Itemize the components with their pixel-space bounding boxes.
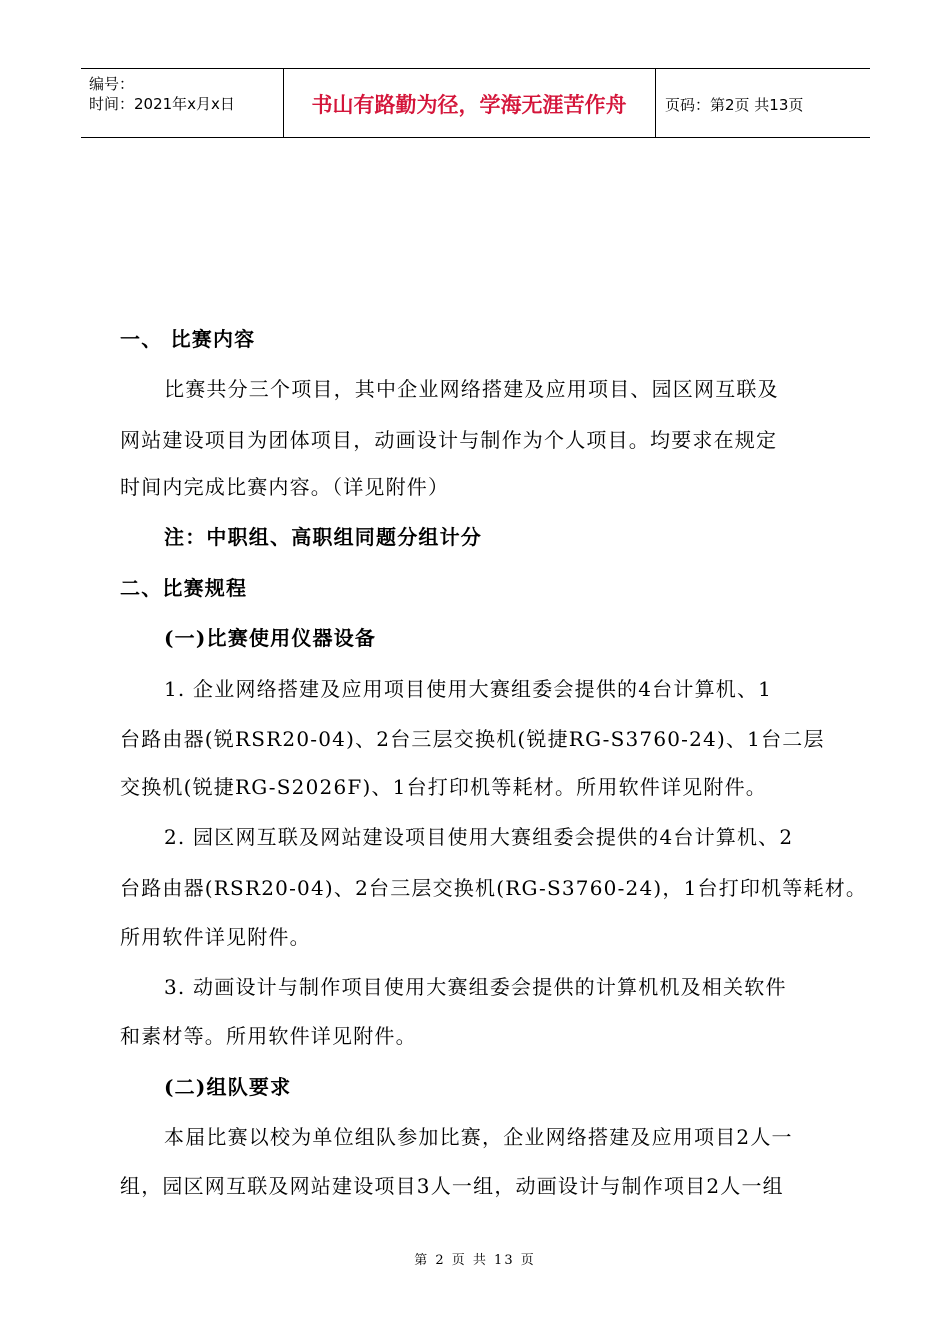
section-1-title: 一、 比赛内容 xyxy=(120,327,256,351)
document-time-label: 时间：2021年x月x日 xyxy=(89,95,235,113)
subsection-1-title: (一)比赛使用仪器设备 xyxy=(164,626,377,650)
header-page-cell xyxy=(655,69,870,137)
note-line: 注：中职组、高职组同题分组计分 xyxy=(164,525,482,549)
paragraph-line: 本届比赛以校为单位组队参加比赛，企业网络搭建及应用项目2人一 xyxy=(164,1125,793,1149)
subsection-2-title: (二)组队要求 xyxy=(164,1075,292,1099)
section-2-title: 二、比赛规程 xyxy=(120,576,248,600)
page-footer: 第 2 页 共 13 页 xyxy=(414,1253,536,1268)
list-item-line: 和素材等。所用软件详见附件。 xyxy=(120,1024,417,1048)
header-motto-cell xyxy=(283,69,656,137)
list-item-line: 3. 动画设计与制作项目使用大赛组委会提供的计算机机及相关软件 xyxy=(164,975,787,999)
list-item-line: 所用软件详见附件。 xyxy=(120,925,311,949)
header-page-number: 页码：第2页 共13页 xyxy=(665,96,804,114)
header-info-cell xyxy=(81,69,284,137)
paragraph-line: 网站建设项目为团体项目，动画设计与制作为个人项目。均要求在规定 xyxy=(120,428,778,452)
list-item-line: 台路由器(锐RSR20-04)、2台三层交换机(锐捷RG-S3760-24)、1台二层 xyxy=(120,727,825,751)
paragraph-line: 组，园区网互联及网站建设项目3人一组，动画设计与制作项目2人一组 xyxy=(120,1174,784,1198)
paragraph-line: 时间内完成比赛内容。（详见附件） xyxy=(120,475,450,499)
document-number-label: 编号： xyxy=(89,75,135,93)
paragraph-line: 比赛共分三个项目，其中企业网络搭建及应用项目、园区网互联及 xyxy=(164,377,779,401)
page-header xyxy=(81,68,870,138)
list-item-line: 台路由器(RSR20-04)、2台三层交换机(RG-S3760-24)，1台打印机等耗材。 xyxy=(120,876,868,900)
header-motto: 书山有路勤为径，学海无涯苦作舟 xyxy=(311,93,627,117)
list-item-line: 交换机(锐捷RG-S2026F)、1台打印机等耗材。所用软件详见附件。 xyxy=(120,775,767,799)
list-item-line: 1. 企业网络搭建及应用项目使用大赛组委会提供的4台计算机、1 xyxy=(164,677,773,701)
list-item-line: 2. 园区网互联及网站建设项目使用大赛组委会提供的4台计算机、2 xyxy=(164,825,794,849)
